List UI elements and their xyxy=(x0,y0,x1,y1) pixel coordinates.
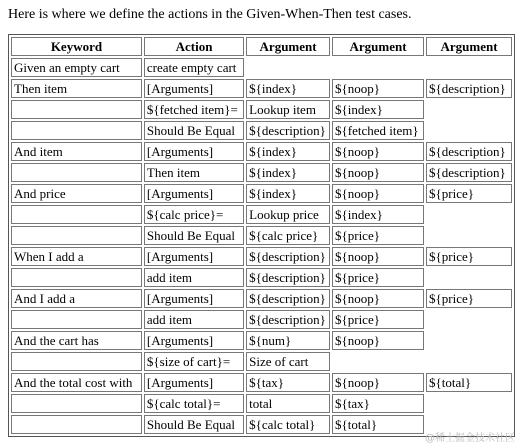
keyword-cell xyxy=(11,415,142,434)
argument-cell-3 xyxy=(426,226,512,245)
keyword-cell xyxy=(11,352,142,371)
keyword-cell: And the cart has xyxy=(11,331,142,350)
argument-cell-2: ${price} xyxy=(332,310,424,329)
argument-cell-2 xyxy=(332,352,424,371)
keyword-cell xyxy=(11,163,142,182)
keyword-cell: And price xyxy=(11,184,142,203)
argument-cell-1: total xyxy=(246,394,330,413)
argument-cell-2: ${noop} xyxy=(332,373,424,392)
header-row xyxy=(11,37,512,56)
keyword-cell: Then item xyxy=(11,79,142,98)
argument-cell-3: ${price} xyxy=(426,289,512,308)
header-argument-1: Argument xyxy=(246,37,330,56)
action-cell: ${calc price}= xyxy=(144,205,244,224)
argument-cell-1: ${index} xyxy=(246,79,330,98)
table-row xyxy=(11,373,512,392)
argument-cell-2 xyxy=(332,58,424,77)
table-row xyxy=(11,121,512,140)
watermark: @稀土掘金技术社区 xyxy=(425,433,515,444)
argument-cell-2: ${fetched item} xyxy=(332,121,424,140)
argument-cell-3 xyxy=(426,121,512,140)
argument-cell-2: ${noop} xyxy=(332,247,424,266)
argument-cell-1: ${index} xyxy=(246,184,330,203)
argument-cell-3 xyxy=(426,205,512,224)
action-cell: ${size of cart}= xyxy=(144,352,244,371)
action-cell: [Arguments] xyxy=(144,142,244,161)
intro-text: Here is where we define the actions in the Given-When-Then test cases. xyxy=(8,7,412,22)
header-argument-3: Argument xyxy=(426,37,512,56)
argument-cell-1: Size of cart xyxy=(246,352,330,371)
keyword-cell xyxy=(11,100,142,119)
argument-cell-1: ${description} xyxy=(246,268,330,287)
argument-cell-3 xyxy=(426,100,512,119)
keyword-cell xyxy=(11,310,142,329)
action-cell: Should Be Equal xyxy=(144,415,244,434)
keyword-cell xyxy=(11,226,142,245)
action-cell: [Arguments] xyxy=(144,184,244,203)
keyword-cell: Given an empty cart xyxy=(11,58,142,77)
argument-cell-2: ${noop} xyxy=(332,79,424,98)
keyword-cell: And I add a xyxy=(11,289,142,308)
action-cell: add item xyxy=(144,310,244,329)
argument-cell-2: ${noop} xyxy=(332,142,424,161)
table-row xyxy=(11,352,512,371)
keyword-cell: When I add a xyxy=(11,247,142,266)
action-cell: [Arguments] xyxy=(144,373,244,392)
argument-cell-1: ${tax} xyxy=(246,373,330,392)
keyword-cell: And the total cost with xyxy=(11,373,142,392)
argument-cell-3: ${price} xyxy=(426,184,512,203)
argument-cell-1: ${description} xyxy=(246,121,330,140)
table-row xyxy=(11,142,512,161)
header-argument-2: Argument xyxy=(332,37,424,56)
keyword-cell xyxy=(11,205,142,224)
table-row xyxy=(11,58,512,77)
table-row xyxy=(11,310,512,329)
action-cell: ${calc total}= xyxy=(144,394,244,413)
argument-cell-2: ${noop} xyxy=(332,331,424,350)
argument-cell-1: ${index} xyxy=(246,142,330,161)
header-keyword: Keyword xyxy=(11,37,142,56)
action-cell: [Arguments] xyxy=(144,79,244,98)
argument-cell-2: ${noop} xyxy=(332,289,424,308)
argument-cell-2: ${index} xyxy=(332,205,424,224)
table-body xyxy=(11,58,512,434)
action-cell: Should Be Equal xyxy=(144,121,244,140)
keyword-table xyxy=(8,34,515,437)
argument-cell-1: Lookup price xyxy=(246,205,330,224)
argument-cell-3 xyxy=(426,331,512,350)
argument-cell-2: ${price} xyxy=(332,226,424,245)
action-cell: Then item xyxy=(144,163,244,182)
table-row xyxy=(11,331,512,350)
keyword-cell xyxy=(11,121,142,140)
table-row xyxy=(11,247,512,266)
table-row xyxy=(11,163,512,182)
table-row xyxy=(11,268,512,287)
argument-cell-3: ${description} xyxy=(426,163,512,182)
argument-cell-1: ${calc total} xyxy=(246,415,330,434)
table-row xyxy=(11,226,512,245)
argument-cell-3: ${description} xyxy=(426,79,512,98)
table-row xyxy=(11,79,512,98)
table-row xyxy=(11,184,512,203)
argument-cell-1: ${num} xyxy=(246,331,330,350)
keyword-cell xyxy=(11,268,142,287)
keyword-cell xyxy=(11,394,142,413)
action-cell: ${fetched item}= xyxy=(144,100,244,119)
argument-cell-3: ${description} xyxy=(426,142,512,161)
action-cell: [Arguments] xyxy=(144,289,244,308)
argument-cell-1: ${description} xyxy=(246,310,330,329)
argument-cell-2: ${index} xyxy=(332,100,424,119)
argument-cell-2: ${noop} xyxy=(332,163,424,182)
argument-cell-3 xyxy=(426,310,512,329)
argument-cell-1: ${index} xyxy=(246,163,330,182)
action-cell: add item xyxy=(144,268,244,287)
table-row xyxy=(11,289,512,308)
header-action: Action xyxy=(144,37,244,56)
argument-cell-1: ${description} xyxy=(246,247,330,266)
argument-cell-1: ${description} xyxy=(246,289,330,308)
action-cell: [Arguments] xyxy=(144,331,244,350)
argument-cell-1: ${calc price} xyxy=(246,226,330,245)
action-cell: Should Be Equal xyxy=(144,226,244,245)
argument-cell-2: ${price} xyxy=(332,268,424,287)
argument-cell-2: ${tax} xyxy=(332,394,424,413)
argument-cell-3 xyxy=(426,58,512,77)
argument-cell-3: ${total} xyxy=(426,373,512,392)
argument-cell-3: ${price} xyxy=(426,247,512,266)
table-row xyxy=(11,394,512,413)
action-cell: create empty cart xyxy=(144,58,244,77)
argument-cell-3 xyxy=(426,352,512,371)
table-row xyxy=(11,100,512,119)
argument-cell-3 xyxy=(426,268,512,287)
argument-cell-2: ${total} xyxy=(332,415,424,434)
keyword-cell: And item xyxy=(11,142,142,161)
argument-cell-2: ${noop} xyxy=(332,184,424,203)
table-row xyxy=(11,205,512,224)
argument-cell-1 xyxy=(246,58,330,77)
argument-cell-3 xyxy=(426,394,512,413)
action-cell: [Arguments] xyxy=(144,247,244,266)
argument-cell-1: Lookup item xyxy=(246,100,330,119)
